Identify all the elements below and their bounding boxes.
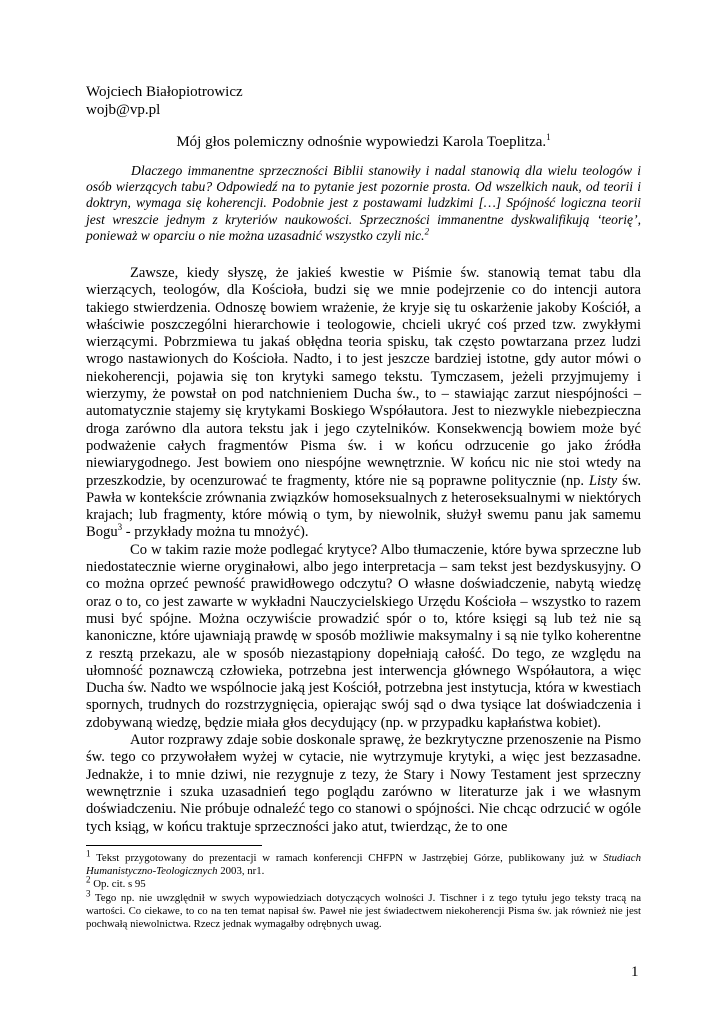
epigraph-quote xyxy=(86,163,641,244)
footnote-3-mark: 3 xyxy=(86,888,91,899)
footnote-3-text: Tego np. nie uwzględnił w swych wypowiedziach dotyczących wolności J. Tischner i z tego tytułu jego teksty tracą na wartości. Co ciekawe, to co na ten temat napisał św. Paweł nie jest świadectwem niekoherencji Pisma św. jak również nie jest pochwałą niewolnictwa. Rzecz jednak wymagałby odrębnych uwag. xyxy=(86,891,641,931)
footnote-1-text-a: Tekst przygotowany do prezentacji w ramach konferencji CHFPN w Jastrzębiej Górze, publikowany już w xyxy=(90,852,604,864)
main-text xyxy=(86,265,641,836)
author-name: Wojciech Białopiotrowicz xyxy=(86,84,243,100)
footnote-1-mark: 1 xyxy=(86,848,91,859)
paragraph-1-part-b: św. Pawła w kontekście zrównania związków homoseksualnych z heteroseksualnymi w niektórych krajach; lub fragmenty, które mówią o tym, by niewolnik, służył swemu panu jak samemu Bogu xyxy=(86,472,641,541)
paragraph-1 xyxy=(86,265,641,542)
paragraph-1-footnote-ref: 3 xyxy=(117,522,123,533)
paragraph-2: Co w takim razie może podlegać krytyce? Albo tłumaczenie, które bywa sprzeczne lub niedostatecznie wierne oryginałowi, albo jego interpretacja – sam tekst jest bezdyskusyjny. O co można oprzeć pewność prawidłowego odczytu? O własne doświadczenie, nabytą wiedzę oraz o to, co jest zawarte w wykładni Nauczycielskiego Urzędu Kościoła – wszystko to razem musi być spójne. Można oczywiście prowadzić spór o to, które księgi są lub też nie są kanoniczne, które ujawniają prawdę w sposób możliwie maksymalny i są nie tylko koherentne z resztą przekazu, ale w sposób niezastąpiony dopełniają całość. Do tego, ze względu na ułomność poznawczą człowieka, potrzebna jest interwencja głównego Współautora, a więc Ducha św. Nadto we wspólnocie jaką jest Kościół, potrzebna jest instytucja, która w kwestiach spornych, trudnych do rozstrzygnięcia, opierając swój sąd o dwa tysiące lat doświadczenia i zdobywaną wiedzę, będzie miała głos decydujący (np. w przypadku kapłaństwa kobiet). xyxy=(86,541,641,731)
footnote-1 xyxy=(86,848,641,878)
quote-text: Dlaczego immanentne sprzeczności Biblii stanowiły i nadal stanowią dla wielu teologów i osób wierzących tabu? Odpowiedź na to pytanie jest pozornie prosta. Od wszelkich nauk, od teorii i doktryn, wymaga się koherencji. Podobnie jest z postawami ludzkimi […] Spójność logiczna teorii jest wreszcie jednym z kryteriów naukowości. Sprzeczności immanentne dyskwalifikują ‘teorię’, ponieważ w oparciu o nie można uzasadnić wszystko czyli nic. xyxy=(86,163,641,243)
paragraph-1-part-a: Zawsze, kiedy słyszę, że jakieś kwestie w Piśmie św. stanowią temat tabu dla wierzących, teologów, dla Kościoła, budzi się we mnie podejrzenie co do intencji autora takiego stwierdzenia. Odnoszę bowiem wrażenie, że kryje się tu oskarżenie jakoby Kościół, a właściwie poszczególni hierarchowie i teologowie, chcieli ukryć coś przed tzw. zwykłymi wierzącymi. Pobrzmiewa tu jakaś obłędna teoria spisku, tak często powtarzana przez ludzi wrogo nastawionych do Kościoła. Nadto, i to jest jeszcze bardziej istotne, gdy autor mówi o niekoherencji, pojawia się ton krytyki samego tekstu. Tymczasem, jeżeli przyjmujemy i wierzymy, że powstał on pod natchnieniem Ducha św., to – stawiając zarzut niespójności – automatycznie stajemy się krytykami Boskiego Współautora. Jest to niezwykle niebezpieczna droga zarówno dla autora tekstu jak i jego czytelników. Konsekwencją bowiem może być podważenie całych fragmentów Pisma św. i w końcu odrzucenie go jako źródła niewiarygodnego. Jest bowiem ono niespójne wewnętrznie. W końcu nic nie stoi wtedy na przeszkodzie, by ocenzurować te fragmenty, które nie są poprawne politycznie (np. xyxy=(86,265,641,489)
footnote-2-mark: 2 xyxy=(86,874,91,885)
footnote-1-italic: Studiach Humanistyczno-Teologicznych xyxy=(86,852,641,878)
paragraph-3: Autor rozprawy zdaje sobie doskonale sprawę, że bezkrytyczne przenoszenie na Pismo św. tego co przywołałem wyżej w cytacie, nie wytrzymuje krytyki, a więc jest bezzasadne. Jednakże, i to mnie dziwi, nie rezygnuje z tezy, że Stary i Nowy Testament jest sprzeczny wewnętrznie i szuka uzasadnień tego poglądu zarówno w literaturze jak i we własnym doświadczeniu. Nie próbuje odnaleźć tego co stanowi o spójności. Nie chcąc odrzucić w ogóle tych ksiąg, w końcu traktuje sprzeczności jako atut, twierdząc, że to one xyxy=(86,732,641,835)
title-text: Mój głos polemiczny odnośnie wypowiedzi Karola Toeplitza. xyxy=(176,134,547,150)
paragraph-1-part-c: - przykłady można tu mnożyć). xyxy=(122,524,309,541)
quote-footnote-ref: 2 xyxy=(424,226,430,237)
page-title xyxy=(86,133,641,151)
title-footnote-ref: 1 xyxy=(546,132,551,142)
footnote-3 xyxy=(86,888,641,932)
footnote-2 xyxy=(86,874,641,891)
footnote-1-text-b: 2003, nr1. xyxy=(217,865,265,878)
footnote-separator xyxy=(86,845,262,846)
paragraph-1-italic: Listy xyxy=(588,472,618,489)
footnotes xyxy=(86,848,641,931)
author-email: wojb@vp.pl xyxy=(86,102,161,118)
page-number: 1 xyxy=(631,964,639,980)
author-block xyxy=(86,83,243,119)
footnote-2-text: Op. cit. s 95 xyxy=(90,878,146,891)
